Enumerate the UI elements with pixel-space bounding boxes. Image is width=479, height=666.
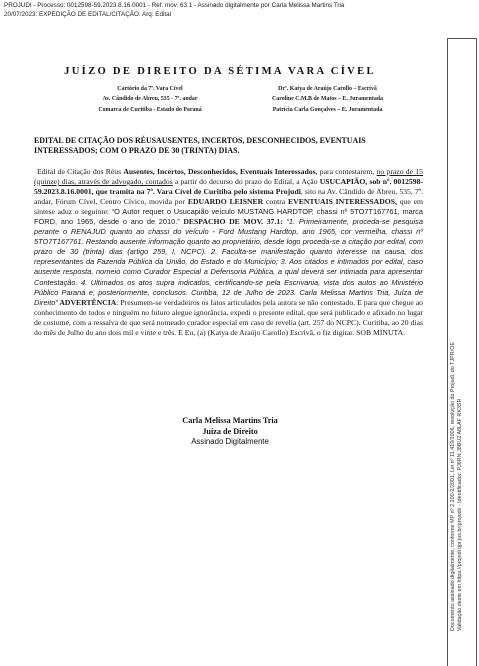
signature-status: Assinado Digitalmente xyxy=(191,437,269,447)
body-action-intro: a partir do decurso do prazo do Edital, a Ação xyxy=(172,177,320,187)
signature-block xyxy=(150,416,310,448)
document-header xyxy=(4,2,424,19)
body-plaintiff: EDUARDO LEISNER xyxy=(187,197,264,207)
body-intro: Edital de Citação dos Réus xyxy=(37,167,124,176)
digital-signature-stamp xyxy=(447,38,477,666)
body-against: contra xyxy=(263,197,289,207)
body-case-number: USUCAPIÃO, sob nº. 0012598-59.2023.8.16.0001, que tramita na 7ª. Vara Cível de Curitiba pelo sistema Projudi xyxy=(34,177,424,197)
header-process-line: PROJUDI - Processo: 0012598-59.2023.8.16.0001 - Ref. mov. 63.1 - Assinado digitalmente por Carla Melissa Martins Tria xyxy=(4,2,345,9)
body-location: , sito na Av. Cândido de Abreu, 535, 7º. andar, Fórum Cível, Centro Cívico, movida por xyxy=(34,187,423,207)
body-warning-title: ADVERTÊNCIA xyxy=(57,297,117,307)
body-order-title: DESPACHO DE MOV. 37.1: xyxy=(179,217,283,227)
body-contest: , para contestarem, xyxy=(315,167,377,176)
body-defendants: Ausentes, Incertos, Desconhecidos, Eventuais Interessados xyxy=(123,167,316,176)
court-clerk: Drª. Katya de Araújo Carollo – Escrivã xyxy=(278,86,377,92)
court-registry: Cartório da 7ª. Vara Cível xyxy=(117,86,183,92)
court-sworn-clerk-2: Patrícia Carla Gonçalves – E. Juramentada xyxy=(272,106,383,113)
stamp-line-validation: Validação deste em https://projudi.tjpr.jus.br/projudi/ - Identificador: PJ6RN J8BU2 A8LAF RK3SR xyxy=(457,398,464,631)
court-info xyxy=(70,84,410,115)
court-address: Av. Cândido de Abreu, 535 - 7º. andar xyxy=(102,96,198,103)
stamp-text xyxy=(450,71,465,631)
court-district: Comarca de Curitiba - Estado do Paraná xyxy=(98,106,202,113)
signer-role: Juíza de Direito xyxy=(202,426,258,436)
header-expedition-line: 20/07/2023: EXPEDIÇÃO DE EDITAL/CITAÇÃO. Arq: Edital xyxy=(4,10,172,18)
court-info-left xyxy=(70,84,230,115)
edital-body xyxy=(34,167,423,338)
body-respondents: EVENTUAIS INTERESSADOS, xyxy=(288,197,397,207)
body-order-text: “1. Primeiramente, proceda-se pesquisa perante o RENAJUD quanto ao chassi do veículo - Ford Mustang Hardtop, ano 1965, cor vermelha, chassi nº 5TO7T167761. Restando ausente informação quanto ao proprietário, desde logo proceda-se a citação por edital, com prazo de 30 (trinta) dias (artigo 259, I, NCPC). 2. Faculta-se manifestação quanto interesse na causa, dos representantes da Fazenda Pública da União, do Estado e do Município; 3. Aos citados e intimados por edital, caso ausente resposta, nomeio como Curador Especial a Defensoria Pública, a qual deverá ser intimada para apresentar Contestação. 4. Ultimados os atos supra indicados, certificando-se pela Escrivania, vista dos autos ao Ministério Público Paraná e, posteriormente, conclusos. Curitiba, 12 de Julho de 2023. Carla Melissa Martins Tria, Juíza de Direito” xyxy=(34,217,423,307)
body-deadline: no prazo de 15 (quinze) dias, através de advogado, contados xyxy=(34,167,423,187)
stamp-line-legal: Documento assinado digitalmente, conforme MP nº 2.200-2/2001, Lei nº 11.419/2006, resolução do Projudi, do TJPR/OE xyxy=(450,342,456,631)
signer-name: Carla Melissa Martins Tria xyxy=(182,416,278,425)
body-warning-text: : Presumem-se verdadeiros os fatos articulados pela autora se não contestado. E para que chegue ao conhecimento de todos e ninguém no futuro alegue ignorância, expedi o presente edital, que será publicado e afixado no lugar de costume, com a ressalva de que será nomeado curador especial em caso de revelia (art. 257 do NCPC). Curitiba, ao 20 dias do mês de Julho do ano dois mil e vinte e três. E Eu, (a) (Katya de Araújo Carollo) Escrivã, o fiz digitar. SOB MINUTA. xyxy=(34,297,423,337)
court-sworn-clerk-1: Caroline C.M.B de Matos – E. Juramentada xyxy=(272,96,383,103)
court-info-right xyxy=(245,84,410,115)
court-title: JUÍZO DE DIREITO DA SÉTIMA VARA CÍVEL xyxy=(64,66,376,77)
body-summary-intro: que em síntese aduz o seguinte: xyxy=(34,197,424,217)
body-claim: “O Autor requer o Usucapião veículo MUSTANG HARDTOP, chassi nº 5TO7T167761, marca FORD, ano 1965, desde o ano de 2010.” xyxy=(34,207,423,227)
edital-heading: EDITAL DE CITAÇÃO DOS RÉUSAUSENTES, INCERTOS, DESCONHECIDOS, EVENTUAIS INTERESSADOS; COM O PRAZO DE 30 (TRINTA) DIAS. xyxy=(34,136,366,155)
